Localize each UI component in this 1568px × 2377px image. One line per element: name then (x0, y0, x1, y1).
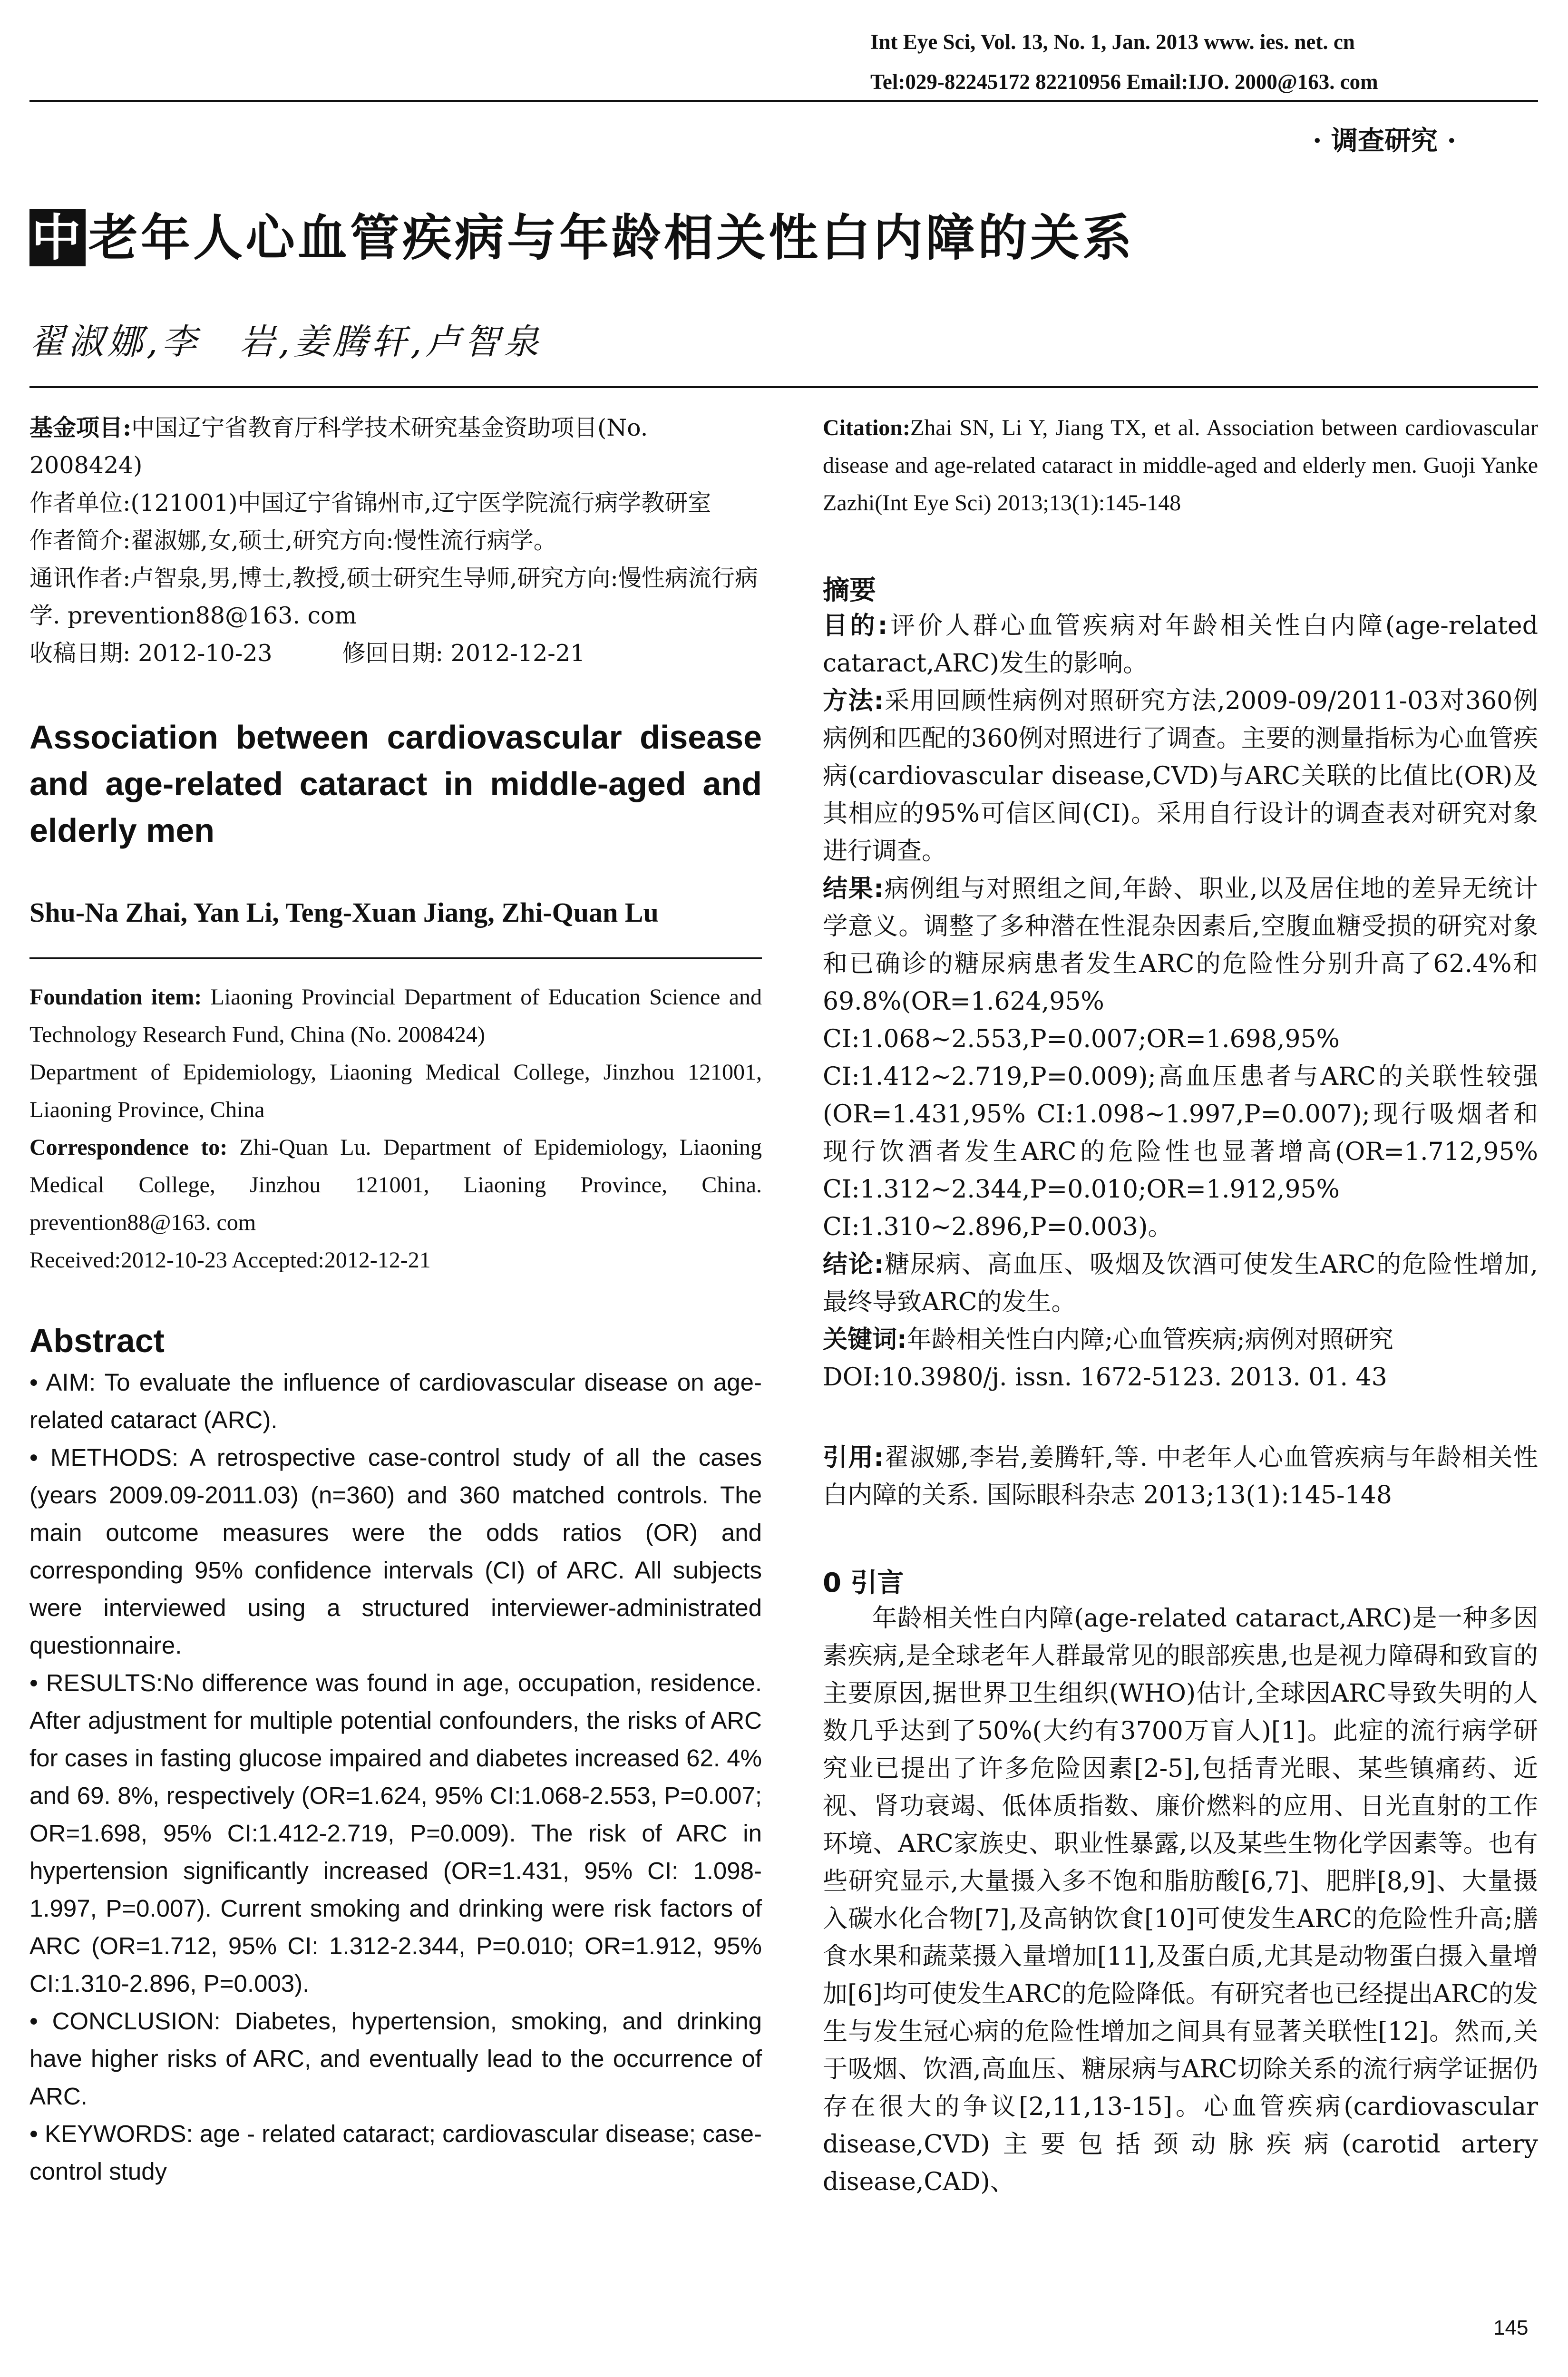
cn-bio-text: 翟淑娜,女,硕士,研究方向:慢性流行病学。 (130, 527, 557, 554)
en-corr-label: Correspondence to: (29, 1135, 228, 1160)
title-text: 老年人心血管疾病与年龄相关性白内障的关系 (88, 209, 1135, 267)
en-fund-text: Liaoning Provincial Department of Education Science and Technology Research Fund, China (No. 2008424) (29, 984, 762, 1047)
cn-meta-block (29, 409, 762, 672)
cn-bio-label: 作者简介: (29, 527, 131, 554)
cn-dates: 收稿日期: 2012-10-23 修回日期: 2012-12-21 (29, 640, 585, 667)
title-drop-mark: 中 (29, 209, 86, 266)
en-dates: Received:2012-10-23 Accepted:2012-12-21 (29, 1247, 431, 1273)
zh-keywords-text: 年龄相关性白内障;心血管疾病;病例对照研究 (906, 1325, 1393, 1354)
cn-affil-text: (121001)中国辽宁省锦州市,辽宁医学院流行病学教研室 (130, 489, 711, 516)
cn-corr-label: 通讯作者: (29, 565, 131, 592)
cn-correspondence (29, 559, 762, 634)
zh-aim-label: 目的: (823, 612, 888, 640)
authors-cn: 翟淑娜,李 岩,姜腾轩,卢智泉 (29, 321, 543, 362)
citation-label: Citation: (823, 415, 910, 440)
en-authors: Shu-Na Zhai, Yan Li, Teng-Xuan Jiang, Zhi-Quan Lu (29, 897, 659, 928)
en-fund-label: Foundation item: (29, 984, 202, 1010)
zh-methods-label: 方法: (823, 687, 884, 715)
cite-cn-text: 翟淑娜,李岩,姜腾轩,等. 中老年人心血管疾病与年龄相关性白内障的关系. 国际眼科杂志 2013;13(1):145-148 (823, 1443, 1539, 1510)
abstract-results: • RESULTS:No difference was found in age, occupation, residence. After adjustment for multiple potential confounders, the risks of ARC for cases in fasting glucose impaired and diabetes increased 62. 4% and 69. 8%, respectively (OR=1.624, 95% CI:1.068-2.553, P=0.007; OR=1.698, 95% CI:1.412-2.719, P=0.009). The risk of ARC in hypertension significantly increased (OR=1.431, 95% CI: 1.098-1.997, P=0.007). Current smoking and drinking were risk factors of ARC (OR=1.712, 95% CI: 1.312-2.344, P=0.010; OR=1.912, 95% CI:1.310-2.896, P=0.003). (29, 1669, 762, 1997)
zh-conclusion (823, 1246, 1538, 1321)
abstract-body (29, 1364, 762, 2190)
abstract-conclusion: • CONCLUSION: Diabetes, hypertension, smoking, and drinking have higher risks of ARC, and eventually lead to the occurrence of ARC. (29, 2007, 762, 2110)
right-column (823, 409, 1538, 2201)
journal-header-line1: Int Eye Sci, Vol. 13, No. 1, Jan. 2013 www. ies. net. cn (870, 30, 1355, 54)
cite-cn-label: 引用: (823, 1443, 884, 1472)
cn-fund-label: 基金项目: (29, 414, 132, 441)
en-correspondence (29, 1129, 762, 1241)
zh-conclusion-text: 糖尿病、高血压、吸烟及饮酒可使发生ARC的危险性增加,最终导致ARC的发生。 (823, 1250, 1538, 1316)
zh-aim (823, 607, 1538, 682)
cn-fund (29, 409, 762, 484)
left-column (29, 409, 762, 2190)
zh-results-label: 结果: (823, 875, 884, 903)
zh-abstract-body (823, 607, 1538, 1396)
en-title: Association between cardiovascular disease and age-related cataract in middle-aged and elderly men (29, 719, 762, 849)
citation-text: Zhai SN, Li Y, Jiang TX, et al. Association between cardiovascular disease and age-related cataract in middle-aged and elderly men. Guoji Yanke Zazhi(Int Eye Sci) 2013;13(1):145-148 (823, 415, 1538, 516)
intro-body: 年龄相关性白内障(age-related cataract,ARC)是一种多因素疾病,是全球老年人群最常见的眼部疾患,也是视力障碍和致盲的主要原因,据世界卫生组织(WHO)估计,全球因ARC导致失明的人数几乎达到了50%(大约有3700万盲人)[1]。此症的流行病学研究业已提出了许多危险因素[2-5],包括青光眼、某些镇痛药、近视、肾功衰竭、低体质指数、廉价燃料的应用、日光直射的工作环境、ARC家族史、职业性暴露,以及某些生物化学因素等。也有些研究显示,大量摄入多不饱和脂肪酸[6,7]、肥胖[8,9]、大量摄入碳水化合物[7],及高钠饮食[10]可使发生ARC的危险性升高;膳食水果和蔬菜摄入量增加[11],及蛋白质,尤其是动物蛋白摄入量增加[6]均可使发生ARC的危险降低。有研究者也已经提出ARC的发生与发生冠心病的危险性增加之间具有显著关联性[12]。然而,关于吸烟、饮酒,高血压、糖尿病与ARC切除关系的流行病学证据仍存在很大的争议[2,11,13-15]。心血管疾病(cardiovascular disease,CVD)主要包括颈动脉疾病(carotid artery disease,CAD)、 (823, 1604, 1538, 2196)
abstract-keywords: • KEYWORDS: age - related cataract; cardiovascular disease; case-control study (29, 2120, 762, 2185)
zh-results (823, 870, 1538, 1246)
zh-doi: DOI:10.3980/j. issn. 1672-5123. 2013. 01. 43 (823, 1363, 1387, 1392)
zh-results-text: 病例组与对照组之间,年龄、职业,以及居住地的差异无统计学意义。调整了多种潜在性混杂因素后,空腹血糖受损的研究对象和已确诊的糖尿病患者发生ARC的危险性分别升高了62.4%和69.8%(OR=1.624,95% CI:1.068~2.553,P=0.007;OR=1.698,95% CI:1.412~2.719,P=0.009);高血压患者与ARC的关联性较强(OR=1.431,95% CI:1.098~1.997,P=0.007);现行吸烟者和现行饮酒者发生ARC的危险性也显著增高(OR=1.712,95% CI:1.312~2.344,P=0.010;OR=1.912,95% CI:1.310~2.896,P=0.003)。 (823, 875, 1539, 1241)
zh-keywords-label: 关键词: (823, 1325, 907, 1354)
header-rule (29, 100, 1538, 102)
cn-bio (29, 522, 762, 559)
zh-keywords (823, 1321, 1538, 1359)
cite-cn (823, 1439, 1538, 1514)
zh-methods-text: 采用回顾性病例对照研究方法,2009-09/2011-03对360例病例和匹配的360例对照进行了调查。主要的测量指标为心血管疾病(cardiovascular disease,CVD)与ARC关联的比值比(OR)及其相应的95%可信区间(CI)。采用自行设计的调查表对研究对象进行调查。 (823, 687, 1539, 866)
en-meta-rule (29, 957, 762, 959)
cn-affil-label: 作者单位: (29, 489, 131, 516)
cn-affiliation (29, 484, 762, 522)
page-title (29, 209, 1135, 266)
zh-abstract-heading: 摘要 (823, 575, 876, 606)
page-number: 145 (1493, 2316, 1529, 2339)
cn-corr-text: 卢智泉,男,博士,教授,硕士研究生导师,研究方向:慢性病流行病学. prevention88@163. com (29, 565, 758, 629)
section-tag: · 调查研究 · (1313, 125, 1456, 156)
citation (823, 409, 1538, 522)
abstract-methods: • METHODS: A retrospective case-control study of all the cases (years 2009.09-2011.03) (n=360) and 360 matched controls. The main outcome measures were the odds ratios (OR) and corresponding 95% confidence intervals (CI) of ARC. All subjects were interviewed using a structured interviewer-administrated questionnaire. (29, 1444, 762, 1659)
en-corr-text: Zhi-Quan Lu. Department of Epidemiology, Liaoning Medical College, Jinzhou 121001, Liaoning Province, China. prevention88@163. com (29, 1135, 762, 1235)
zh-methods (823, 682, 1538, 870)
en-fund (29, 978, 762, 1053)
en-meta-block (29, 978, 762, 1279)
en-affiliation: Department of Epidemiology, Liaoning Medical College, Jinzhou 121001, Liaoning Province, China (29, 1060, 762, 1122)
abstract-heading: Abstract (29, 1322, 165, 1359)
journal-header-line2: Tel:029-82245172 82210956 Email:IJO. 2000@163. com (870, 70, 1378, 94)
zh-conclusion-label: 结论: (823, 1250, 884, 1279)
abstract-aim: • AIM: To evaluate the influence of cardiovascular disease on age-related cataract (ARC). (29, 1369, 762, 1433)
zh-aim-text: 评价人群心血管疾病对年龄相关性白内障(age-related cataract,ARC)发生的影响。 (823, 612, 1538, 678)
cn-fund-text: 中国辽宁省教育厅科学技术研究基金资助项目(No. 2008424) (29, 414, 648, 479)
intro-heading: 0 引言 (823, 1568, 904, 1598)
title-rule (29, 386, 1538, 388)
